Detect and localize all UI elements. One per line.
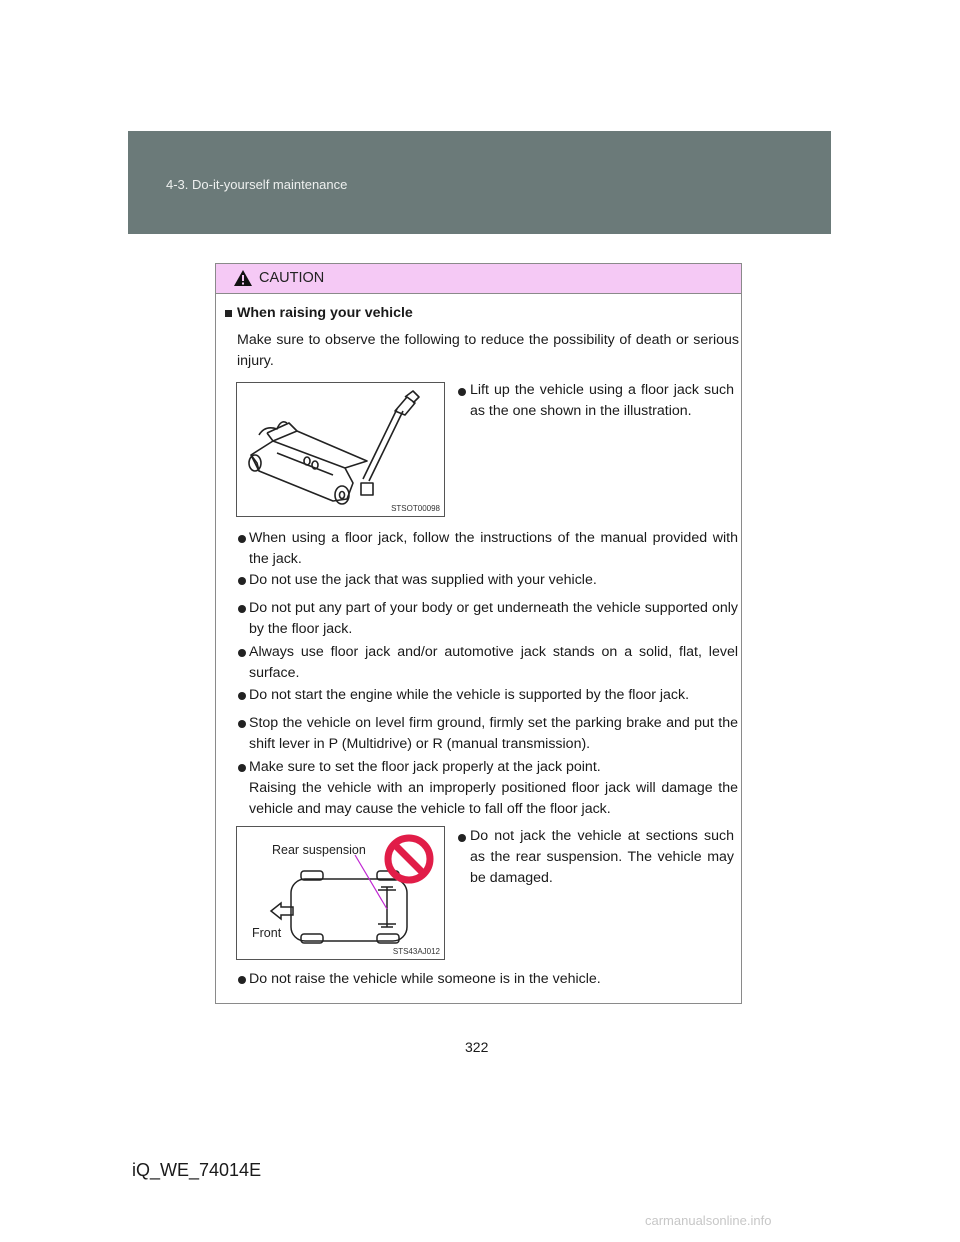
bullet-icon xyxy=(458,388,466,396)
caution-intro: Make sure to observe the following to reduce the possibility of death or serious injury. xyxy=(237,332,739,369)
figure1-text: Lift up the vehicle using a floor jack such as the one shown in the illustration. xyxy=(470,382,734,419)
list-item: Stop the vehicle on level firm ground, firmly set the parking brake and put the shift lever in P (Multidrive) or R (manual transmission). xyxy=(249,715,738,752)
bullet-icon xyxy=(238,720,246,728)
caution-title: CAUTION xyxy=(259,270,325,286)
figure-code: STSOT00098 xyxy=(391,504,440,513)
section-title: 4-3. Do-it-yourself maintenance xyxy=(166,177,348,192)
watermark: carmanualsonline.info xyxy=(645,1213,772,1228)
bullet-icon xyxy=(238,692,246,700)
prohibition-icon xyxy=(388,838,430,880)
list-item: Do not raise the vehicle while someone is in the vehicle. xyxy=(249,971,601,987)
caution-box xyxy=(215,263,742,1004)
figure2-text: Do not jack the vehicle at sections such as the rear suspension. The vehicle may be damaged. xyxy=(470,828,734,886)
floor-jack-figure xyxy=(236,382,445,517)
front-label: Front xyxy=(252,926,282,940)
list-item: Make sure to set the floor jack properly at the jack point. xyxy=(249,759,601,775)
list-item: Do not put any part of your body or get underneath the vehicle supported only by the floor jack. xyxy=(249,600,738,637)
bullet-icon xyxy=(238,605,246,613)
bullet-icon xyxy=(238,649,246,657)
caution-header xyxy=(216,264,741,294)
list-item-detail: Raising the vehicle with an improperly positioned floor jack will damage the vehicle and may cause the vehicle to fall off the floor jack. xyxy=(249,780,738,817)
bullet-icon xyxy=(238,577,246,585)
rear-suspension-figure xyxy=(236,826,445,960)
bullet-icon xyxy=(458,834,466,842)
floor-jack-illustration xyxy=(237,383,444,516)
caution-heading: When raising your vehicle xyxy=(237,305,413,321)
square-bullet-icon xyxy=(225,310,232,317)
bullet-icon xyxy=(238,535,246,543)
document-code: iQ_WE_74014E xyxy=(132,1160,262,1180)
warning-triangle-icon xyxy=(233,269,253,287)
rear-suspension-label: Rear suspension xyxy=(272,843,366,857)
bullet-icon xyxy=(238,976,246,984)
list-item: When using a floor jack, follow the instructions of the manual provided with the jack. xyxy=(249,530,738,567)
list-item: Do not start the engine while the vehicle is supported by the floor jack. xyxy=(249,687,690,703)
list-item: Always use floor jack and/or automotive jack stands on a solid, flat, level surface. xyxy=(249,644,738,681)
figure-code: STS43AJ012 xyxy=(392,947,440,956)
page-number: 322 xyxy=(465,1039,489,1055)
section-header xyxy=(128,131,831,234)
list-item: Do not use the jack that was supplied with your vehicle. xyxy=(249,572,597,588)
bullet-icon xyxy=(238,764,246,772)
